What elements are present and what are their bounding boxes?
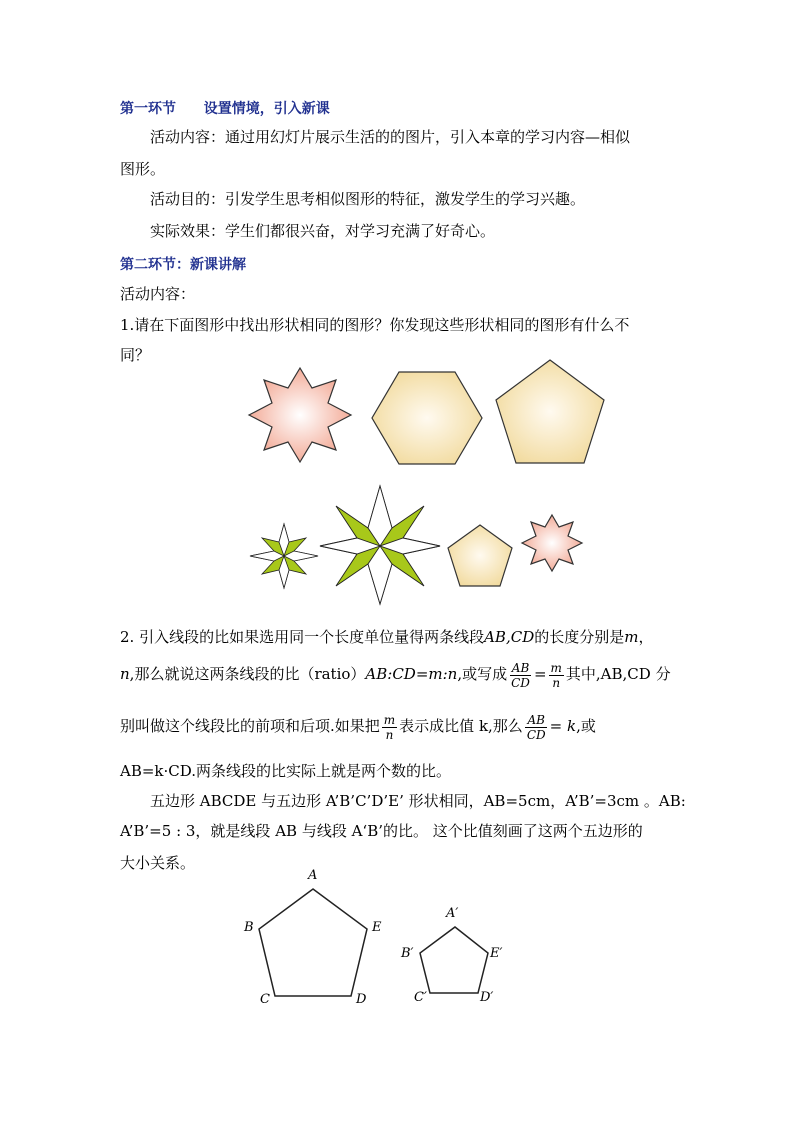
large-pentagon-shape [496,360,604,463]
section1-line4: 实际效果：学生们都很兴奋，对学习充满了好奇心。 [150,222,496,240]
activity-label: 活动内容： [120,285,196,303]
or-written-text: ,或写成 [457,665,508,683]
ratio-terms-text: 其中,AB,CD 分 [565,665,671,683]
fraction2-denominator-n: n [385,727,394,742]
comma-text: ， [638,628,654,646]
ratio-length-text: 的长度分别是 [534,628,625,646]
section1-line1: 活动内容：通过用幻灯片展示生活的的图片，引入本章的学习内容—相似 [150,128,631,146]
variable-m: m [624,628,639,646]
ratio-definition-text: ,那么就说这两条线段的比（ratio） [129,665,366,683]
section1-line3: 活动目的：引发学生思考相似图形的特征，激发学生的学习兴趣。 [150,190,586,208]
section1-heading-number: 第一环节 [120,101,176,117]
ratio-paragraph-line2 [120,656,671,692]
fraction2-numerator-ab: AB [527,712,545,727]
pentagon-paragraph-line1: 五边形 ABCDE 与五边形 A’B’C’D’E’ 形状相同，AB=5cm，A’B’=3cm 。AB: [150,792,686,810]
equals-k: = k [549,717,577,735]
pentagon-paragraph-line2: A’B’=5 : 3，就是线段 AB 与线段 A‘B’的比。 这个比值刻画了这两个五边形的 [120,822,643,840]
section2-heading: 第二环节：新课讲解 [120,257,246,273]
ratio-intro-text: 2. 引入线段的比如果选用同一个长度单位量得两条线段 [120,628,485,646]
pentagon-abcde [259,889,367,996]
fraction2-denominator-cd: CD [526,727,546,742]
label-d: D [356,992,367,1007]
label-a-prime: A′ [446,906,459,921]
ratio-paragraph-line4: AB=k·CD.两条线段的比实际上就是两个数的比。 [120,762,452,780]
label-b-prime: B′ [401,946,414,961]
fraction-numerator-ab: AB [511,660,530,675]
ratio-value-k-text: 表示成比值 k,那么 [399,717,523,735]
equals-sign: = [533,665,547,683]
label-e-prime: E′ [490,946,503,961]
fraction-m-over-n-2 [382,713,397,742]
fraction-denominator-cd: CD [511,675,530,690]
small-octagram-shape [522,515,582,571]
large-compass-star-shape [320,486,440,604]
small-pentagon-shape [448,525,512,586]
front-back-terms-text: 别叫做这个线段比的前项和后项.如果把 [120,717,380,735]
section1-heading-title: 设置情境，引入新课 [203,101,330,117]
or-text: ,或 [576,717,596,735]
fraction-ab-over-cd-2 [525,713,548,742]
pentagon-paragraph-line3: 大小关系。 [120,854,196,872]
section1-line2: 图形。 [120,160,166,178]
small-compass-star-shape [250,524,318,588]
ratio-paragraph-line3 [120,708,596,744]
pentagon-a-prime [420,927,488,993]
label-a: A [308,868,318,883]
label-b: B [244,920,254,935]
variable-n: n [120,665,130,683]
segments-ab-cd: AB,CD [484,628,535,646]
fraction2-numerator-m: m [383,712,396,727]
label-c-prime: C′ [414,990,427,1005]
fraction-denominator-n: n [552,675,561,690]
fraction-numerator-m: m [550,660,562,675]
ratio-expression: AB:CD=m:n [365,665,458,683]
large-octagram-shape [249,368,351,462]
question1-line1: 1.请在下面图形中找出形状相同的图形？你发现这些形状相同的图形有什么不 [120,316,630,334]
ratio-paragraph-line1 [120,626,654,648]
question1-line2: 同？ [120,346,151,364]
hexagon-shape [372,372,482,464]
fraction-ab-over-cd [509,661,532,690]
fraction-m-over-n [549,661,564,690]
label-e: E [372,920,382,935]
label-d-prime: D′ [480,990,494,1005]
label-c: C [260,992,270,1007]
